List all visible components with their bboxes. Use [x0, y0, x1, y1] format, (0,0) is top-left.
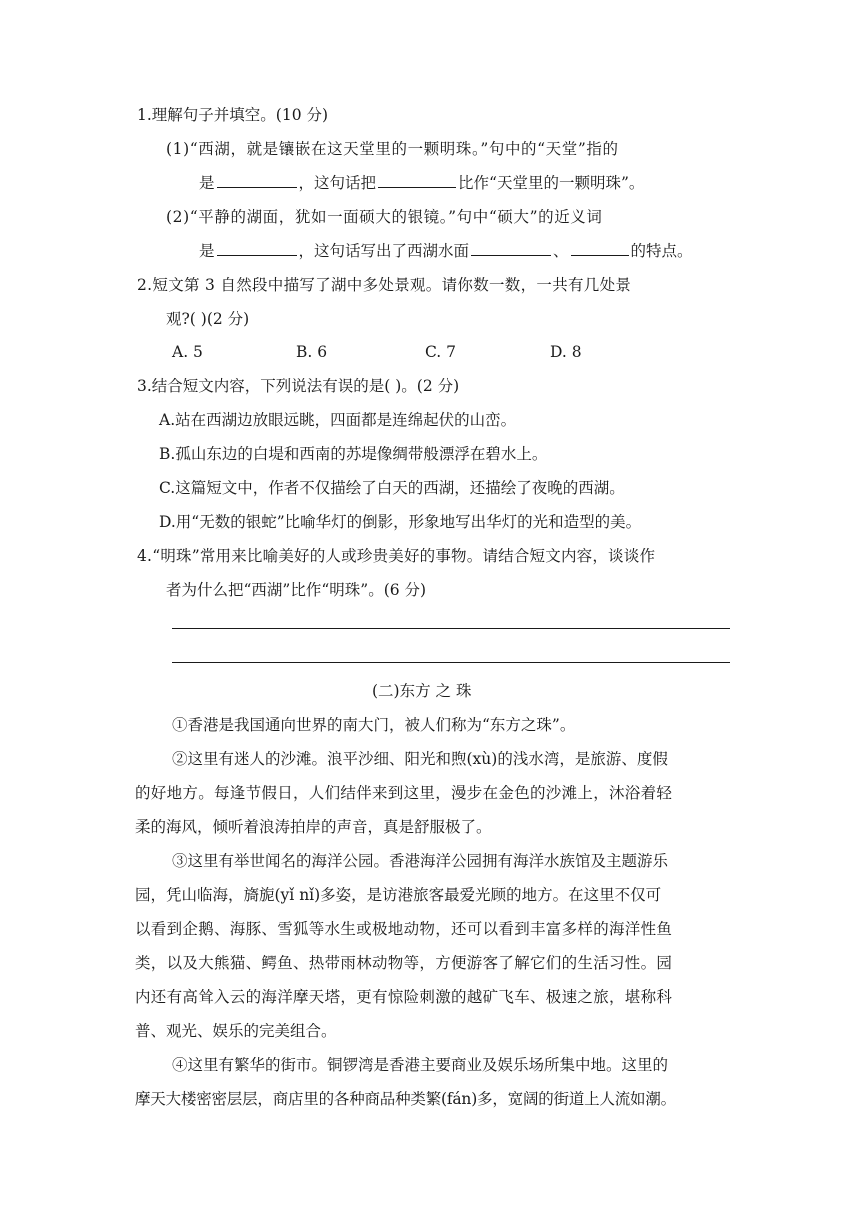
q2-option-a[interactable]: A. 5 — [172, 343, 203, 361]
q3-title: 3.结合短文内容，下列说法有误的是( )。(2 分) — [137, 377, 460, 395]
q4-line1: 4.“明珠”常用来比喻美好的人或珍贵美好的事物。请结合短文内容，谈谈作 — [137, 547, 656, 565]
q2-option-d[interactable]: D. 8 — [550, 343, 582, 361]
passage-line: 普、观光、娱乐的完美组合。 — [135, 1022, 337, 1040]
q1-sentence2-line2 — [199, 240, 693, 262]
answer-blank-2[interactable] — [378, 172, 456, 188]
q1-text: ，这句话把 — [298, 174, 377, 192]
q2-option-c[interactable]: C. 7 — [425, 343, 457, 361]
q1-sentence1-line2 — [199, 172, 644, 194]
q3-option-b[interactable]: B.孤山东边的白堤和西南的苏堤像绸带般漂浮在碧水上。 — [159, 445, 548, 463]
q3-option-a[interactable]: A.站在西湖边放眼远眺，四面都是连绵起伏的山峦。 — [159, 411, 517, 429]
passage-line: 摩天大楼密密层层，商店里的各种商品种类繁(fán)多，宽阔的街道上人流如潮。 — [135, 1090, 676, 1108]
q3-option-d[interactable]: D.用“无数的银蛇”比喻华灯的倒影，形象地写出华灯的光和造型的美。 — [159, 513, 642, 531]
passage-line: 以看到企鹅、海豚、雪狐等水生或极地动物，还可以看到丰富多样的海洋性鱼 — [135, 920, 673, 938]
q2-line2: 观?( )(2 分) — [166, 310, 250, 328]
q1-text: 比作“天堂里的一颗明珠”。 — [458, 174, 645, 192]
answer-blank-5[interactable] — [571, 240, 629, 256]
q1-text: 是 — [199, 174, 215, 192]
q1-title: 1.理解句子并填空。(10 分) — [137, 106, 329, 124]
answer-blank-4[interactable] — [471, 240, 551, 256]
q4-line2: 者为什么把“西湖”比作“明珠”。(6 分) — [166, 581, 427, 599]
q1-sentence1-line1: (1)“西湖，就是镶嵌在这天堂里的一颗明珠。”句中的“天堂”指的 — [166, 140, 619, 158]
passage-line: ②这里有迷人的沙滩。浪平沙细、阳光和煦(xù)的浅水湾，是旅游、度假 — [172, 750, 668, 768]
passage-line: ③这里有举世闻名的海洋公园。香港海洋公园拥有海洋水族馆及主题游乐 — [172, 852, 669, 870]
answer-blank-1[interactable] — [217, 172, 297, 188]
q1-text: ，这句话写出了西湖水面 — [298, 242, 470, 260]
passage-line: 柔的海风，倾听着浪涛拍岸的声音，真是舒服极了。 — [135, 818, 492, 836]
answer-line-2[interactable] — [172, 662, 730, 663]
q3-option-c[interactable]: C.这篇短文中，作者不仅描绘了白天的西湖，还描绘了夜晚的西湖。 — [159, 479, 625, 497]
q1-text: 是 — [199, 242, 215, 260]
passage-line: ①香港是我国通向世界的南大门，被人们称为“东方之珠”。 — [172, 716, 576, 734]
q1-sentence2-line1: (2)“平静的湖面，犹如一面硕大的银镜。”句中“硕大”的近义词 — [166, 208, 603, 226]
passage-line: 类，以及大熊猫、鳄鱼、热带雨林动物等，方便游客了解它们的生活习性。园 — [135, 954, 673, 972]
passage-line: 的好地方。每逢节假日，人们结伴来到这里，漫步在金色的沙滩上，沐浴着轻 — [135, 784, 673, 802]
q1-text: 、 — [553, 242, 569, 260]
passage-line: 内还有高耸入云的海洋摩天塔，更有惊险刺激的越矿飞车、极速之旅，堪称科 — [135, 988, 673, 1006]
q1-text: 的特点。 — [630, 242, 693, 260]
answer-blank-3[interactable] — [217, 240, 297, 256]
passage-line: ④这里有繁华的街市。铜锣湾是香港主要商业及娱乐场所集中地。这里的 — [172, 1056, 669, 1074]
passage-title: (二)东方 之 珠 — [372, 682, 472, 700]
q2-line1: 2.短文第 3 自然段中描写了湖中多处景观。请你数一数，一共有几处景 — [137, 276, 632, 294]
answer-line-1[interactable] — [172, 628, 730, 629]
passage-line: 园，凭山临海，旖旎(yǐ nǐ)多姿，是访港旅客最爱光顾的地方。在这里不仅可 — [135, 886, 662, 904]
q2-option-b[interactable]: B. 6 — [296, 343, 328, 361]
